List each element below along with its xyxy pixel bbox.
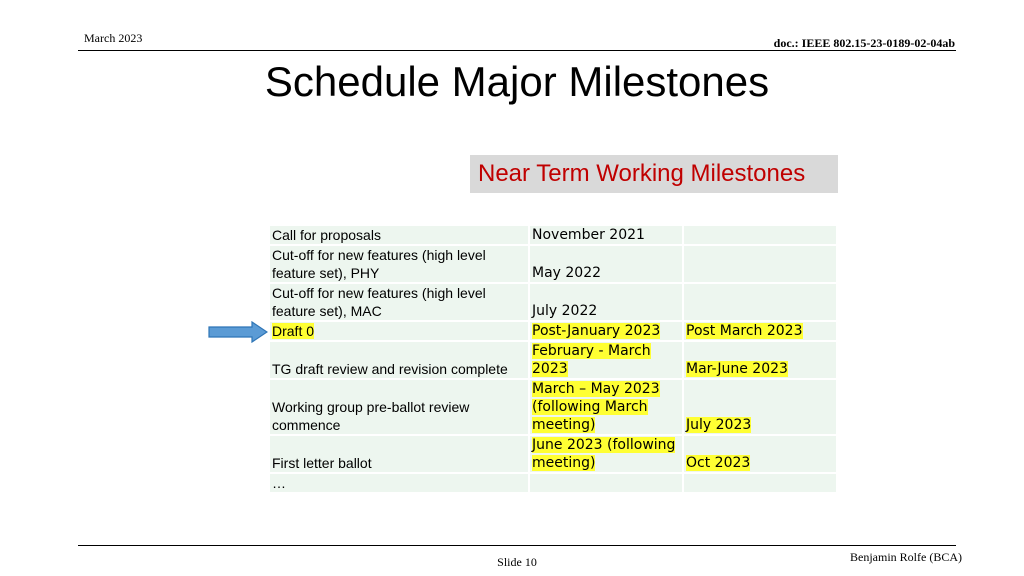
- milestone-task: Draft 0: [272, 323, 315, 339]
- milestone-task: TG draft review and revision complete: [270, 342, 528, 378]
- table-row: [270, 474, 836, 492]
- table-row: [270, 436, 836, 472]
- milestone-revised: [684, 284, 836, 320]
- footer-author: Benjamin Rolfe (BCA): [850, 550, 962, 564]
- milestone-task: Cut-off for new features (high level feature set), PHY: [270, 246, 528, 282]
- milestone-planned: November 2021: [530, 226, 682, 244]
- milestone-revised: Oct 2023: [686, 455, 751, 471]
- footer-slide-number: Slide 10: [497, 555, 537, 569]
- milestone-planned: [530, 474, 682, 492]
- milestones-table: [268, 224, 838, 494]
- table-row: [270, 380, 836, 434]
- footer-divider: [78, 545, 956, 546]
- milestone-task: Call for proposals: [270, 226, 528, 244]
- header-doc-id: doc.: IEEE 802.15-23-0189-02-04ab: [773, 36, 955, 50]
- header-divider: [78, 50, 956, 51]
- page-title: Schedule Major Milestones: [264, 58, 770, 105]
- milestone-planned: June 2023 (following meeting): [532, 437, 676, 471]
- milestone-revised: [684, 246, 836, 282]
- milestone-revised: [684, 474, 836, 492]
- milestone-revised: Mar-June 2023: [686, 361, 788, 377]
- milestone-task: First letter ballot: [270, 436, 528, 472]
- milestone-revised: July 2023: [686, 417, 752, 433]
- milestone-task: Working group pre-ballot review commence: [270, 380, 528, 434]
- table-row: [270, 342, 836, 378]
- milestone-task: Cut-off for new features (high level feature set), MAC: [270, 284, 528, 320]
- table-row: [270, 246, 836, 282]
- subtitle-box: [470, 155, 838, 193]
- milestone-planned: March – May 2023 (following March meeting): [532, 381, 660, 433]
- header-date: March 2023: [84, 31, 143, 45]
- table-row: [270, 226, 836, 244]
- subtitle-text: Near Term Working Milestones: [478, 160, 806, 187]
- table-row: [270, 322, 836, 340]
- milestone-revised: [684, 226, 836, 244]
- milestone-planned: Post-January 2023: [532, 323, 661, 339]
- milestone-planned: February - March 2023: [532, 343, 651, 377]
- table-row: [270, 284, 836, 320]
- milestone-planned: May 2022: [530, 246, 682, 282]
- milestone-task: …: [270, 474, 528, 492]
- milestone-revised: Post March 2023: [686, 323, 803, 339]
- arrow-right-icon: [208, 321, 268, 343]
- milestone-planned: July 2022: [530, 284, 682, 320]
